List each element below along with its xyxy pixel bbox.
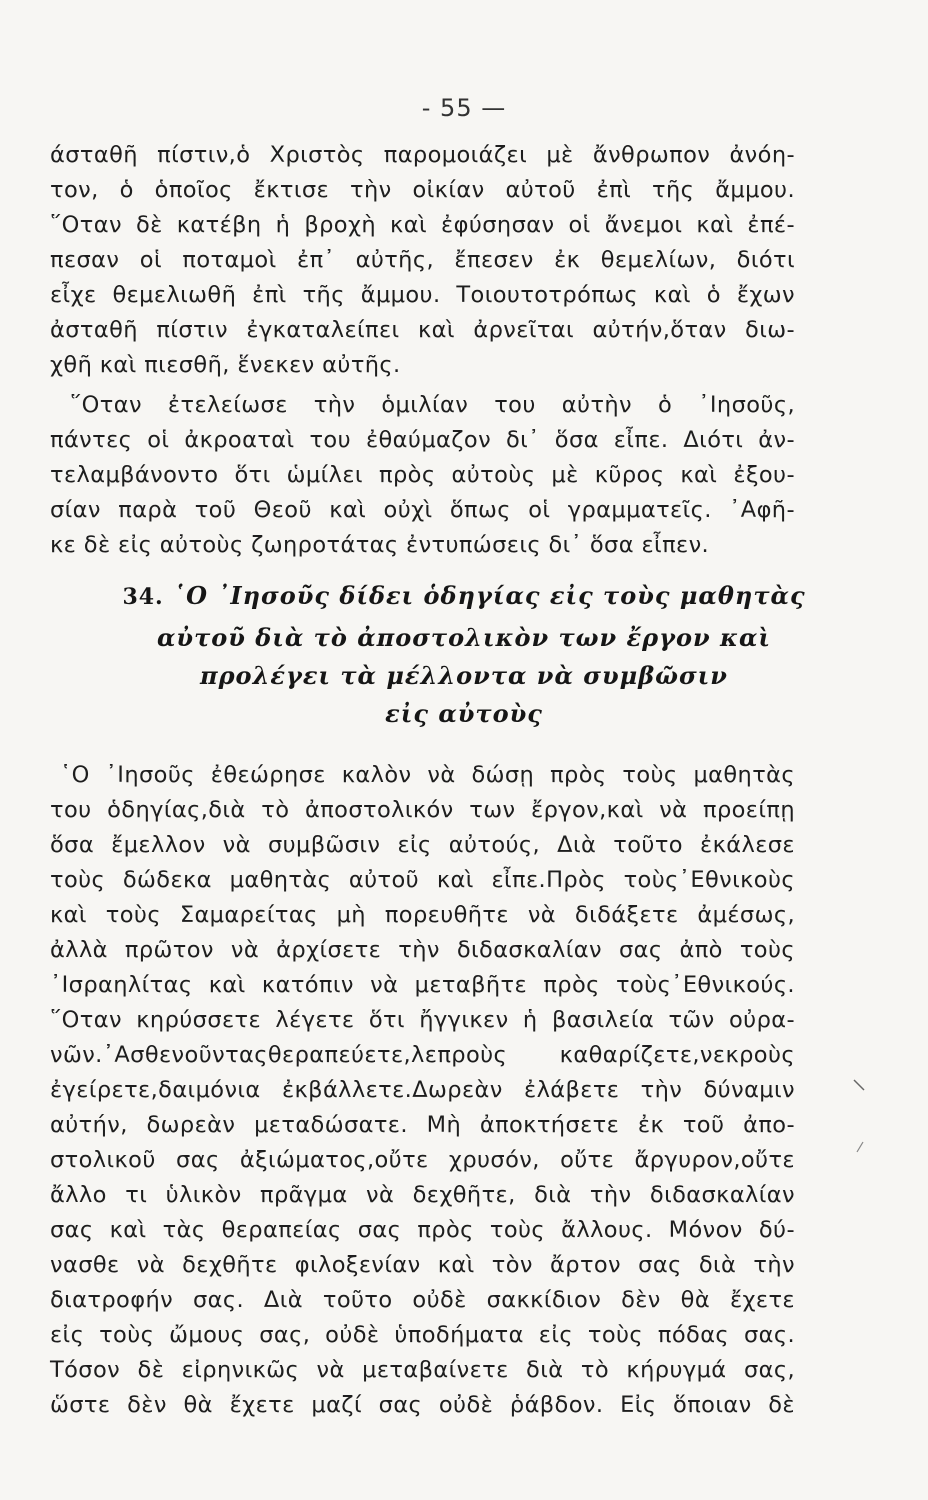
text-line: στολικοῦ σας ἀξιώματος,οὔτε χρυσόν, οὔτε ἄργυρον,οὔτε: [50, 1147, 795, 1173]
text-line: εἶχε θεμελιωθῆ ἐπὶ τῆς ἄμμου. Τοιουτοτρόπως καὶ ὁ ἔχων: [50, 282, 795, 308]
text-line: ῞Οταν ἐτελείωσε τὴν ὁμιλίαν του αὐτὴν ὁ ᾿Ιησοῦς,: [70, 392, 795, 418]
section-heading-text: ῾Ο ᾿Ιησοῦς δίδει ὁδηγίας εἰς τοὺς μαθητὰς: [173, 581, 806, 610]
text-line: αὐτήν, δωρεὰν μεταδώσατε. Μὴ ἀποκτήσετε ἐκ τοῦ ἀπο-: [50, 1112, 795, 1138]
text-line: ῞Οταν δὲ κατέβη ἡ βροχὴ καὶ ἐφύσησαν οἱ ἄνεμοι καὶ ἐπέ-: [50, 212, 795, 238]
section-heading-line-3: προλέγει τὰ μέλλοντα νὰ συμβῶσιν: [200, 661, 728, 690]
text-line: τον, ὁ ὁποῖος ἔκτισε τὴν οἰκίαν αὐτοῦ ἐπὶ τῆς ἄμμου.: [50, 177, 795, 203]
text-line: ὥστε δὲν θὰ ἔχετε μαζί σας οὐδὲ ῥάβδον. Εἰς ὅποιαν δὲ: [50, 1392, 795, 1418]
section-number: 34.: [122, 584, 164, 610]
scan-mark-icon: [852, 1078, 866, 1092]
text-line: νῶν.᾽Ασθενοῦνταςθεραπεύετε,λεπροὺς καθαρίζετε,νεκροὺς: [50, 1042, 795, 1068]
text-line: χθῆ καὶ πιεσθῆ, ἕνεκεν αὐτῆς.: [50, 352, 401, 378]
text-line: ἀσταθῆ πίστιν ἐγκαταλείπει καὶ ἀρνεῖται αὐτήν,ὅταν διω-: [50, 317, 795, 343]
text-line: Τόσον δὲ εἰρηνικῶς νὰ μεταβαίνετε διὰ τὸ κήρυγμά σας,: [50, 1357, 795, 1383]
text-line: εἰς τοὺς ὤμους σας, οὐδὲ ὑποδήματα εἰς τοὺς πόδας σας.: [50, 1322, 795, 1348]
text-line: διατροφήν σας. Διὰ τοῦτο οὐδὲ σακκίδιον δὲν θὰ ἔχετε: [50, 1287, 795, 1313]
scan-mark-icon: [855, 1140, 865, 1154]
text-line: ἄλλο τι ὑλικὸν πρᾶγμα νὰ δεχθῆτε, διὰ τὴν διδασκαλίαν: [50, 1182, 795, 1208]
text-line: άσταθῆ πίστιν,ὁ Χριστὸς παρομοιάζει μὲ ἄνθρωπον ἀνόη-: [50, 142, 795, 168]
text-line: ῞Οταν κηρύσσετε λέγετε ὅτι ἤγγικεν ἡ βασιλεία τῶν οὐρα-: [50, 1007, 795, 1033]
text-line: του ὁδηγίας,διὰ τὸ ἀποστολικόν των ἔργον,καὶ νὰ προείπῃ: [50, 797, 795, 823]
text-line: κε δὲ εἰς αὐτοὺς ζωηροτάτας ἐντυπώσεις δι᾽ ὅσα εἶπεν.: [50, 532, 710, 558]
section-heading-line-1: [0, 580, 928, 613]
text-line: τοὺς δώδεκα μαθητὰς αὐτοῦ καὶ εἶπε.Πρὸς τοὺς᾽Εθνικοὺς: [50, 867, 795, 893]
text-line: τελαμβάνοντο ὅτι ὡμίλει πρὸς αὐτοὺς μὲ κῦρος καὶ ἐξου-: [50, 462, 795, 488]
text-line: ᾽Ισραηλίτας καὶ κατόπιν νὰ μεταβῆτε πρὸς τοὺς᾽Εθνικούς.: [50, 972, 795, 998]
text-line: καὶ τοὺς Σαμαρείτας μὴ πορευθῆτε νὰ διδάξετε ἀμέσως,: [50, 902, 795, 928]
text-line: ἀλλὰ πρῶτον νὰ ἀρχίσετε τὴν διδασκαλίαν σας ἀπὸ τοὺς: [50, 937, 795, 963]
text-line: σίαν παρὰ τοῦ Θεοῦ καὶ οὐχὶ ὅπως οἱ γραμματεῖς. ᾿Αφῆ-: [50, 497, 795, 523]
section-heading-line-2: αὐτοῦ διὰ τὸ ἀποστολικὸν των ἔργον καὶ: [156, 623, 772, 652]
text-line: πεσαν οἱ ποταμοὶ ἐπ᾽ αὐτῆς, ἔπεσεν ἐκ θεμελίων, διότι: [50, 247, 795, 273]
text-line: ὅσα ἔμελλον νὰ συμβῶσιν εἰς αὐτούς, Διὰ τοῦτο ἐκάλεσε: [50, 832, 795, 858]
page-number: - 55 —: [421, 94, 507, 122]
section-heading-line-4: εἰς αὐτοὺς: [385, 699, 543, 728]
text-line: ἐγείρετε,δαιμόνια ἐκβάλλετε.Δωρεὰν ἐλάβετε τὴν δύναμιν: [50, 1077, 795, 1103]
text-line: σας καὶ τὰς θεραπείας σας πρὸς τοὺς ἄλλους. Μόνον δύ-: [50, 1217, 795, 1243]
text-line: ῾Ο ᾿Ιησοῦς ἐθεώρησε καλὸν νὰ δώσῃ πρὸς τοὺς μαθητὰς: [60, 762, 795, 788]
text-line: νασθε νὰ δεχθῆτε φιλοξενίαν καὶ τὸν ἄρτον σας διὰ τὴν: [50, 1252, 795, 1278]
text-line: πάντες οἱ ἀκροαταὶ του ἐθαύμαζον δι᾽ ὅσα εἶπε. Διότι ἀν-: [50, 427, 795, 453]
